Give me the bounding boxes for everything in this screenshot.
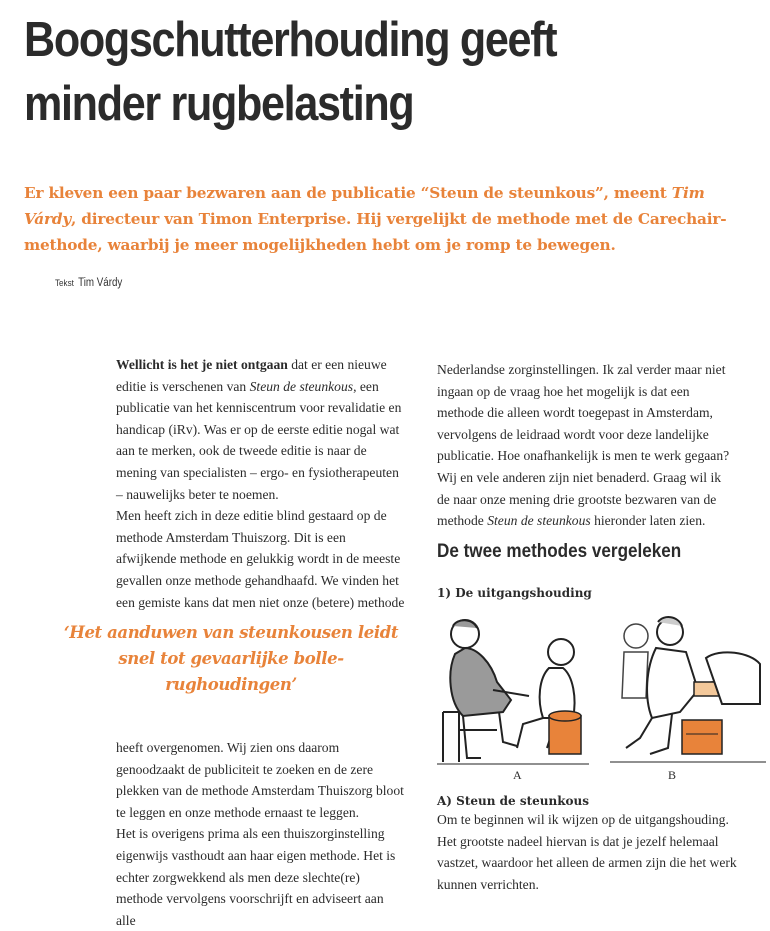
right-para-1-text: Nederlandse zorginstellingen. Ik zal verder maar niet ingaan op de vraag hoe het mogelijk is dat een methode die alleen wordt toegepast in Amsterdam, vervolgens de leidraad wordt voor deze landelijke publicatie. Hoe onafhankelijk is men te werk gegaan? Wij en vele anderen zijn niet benaderd. Graag wil ik de naar onze mening drie grootste bezwaren van de methode <box>437 362 730 529</box>
figure-label-a: A <box>513 768 522 782</box>
intro-text-2: , directeur van Timon Enterprise. Hij vergelijkt de methode met de Carechair-methode, waarbij je meer mogelijkheden hebt om je romp te bewegen. <box>24 210 727 254</box>
pull-quote: ‘Het aanduwen van steunkousen leidt snel tot gevaarlijke bolle-rughoudingen’ <box>63 623 399 694</box>
byline <box>55 277 122 289</box>
right-para-1-end: hieronder laten zien. <box>590 513 706 529</box>
section-heading: De twee methodes vergeleken <box>437 541 682 562</box>
left-para-1-text: dat er een nieuwe editie is verschenen van <box>116 357 387 394</box>
right-para-1 <box>437 359 737 532</box>
subheading-uitgangshouding: 1) De uitgangshouding <box>437 586 592 600</box>
right-para-1-italic: Steun de steunkous <box>487 513 591 529</box>
intro-text-1: Er kleven een paar bezwaren aan de publicatie “Steun de steunkous”, meent <box>24 184 672 202</box>
illustration-caregiver-seated-a <box>437 612 589 768</box>
left-para-2: Men heeft zich in deze editie blind gestaard op de methode Amsterdam Thuiszorg. Dit is een afwijkende methode en gelukkig wordt in de meeste gevallen onze methode gehandhaafd. We vinden het een gemiste kans dat men niet onze (betere) methode <box>116 508 405 610</box>
right-para-2: Om te beginnen wil ik wijzen op de uitgangshouding. Het grootste nadeel hiervan is dat je jezelf helemaal vastzet, waardoor het alleen de armen zijn die het werk kunnen verrichten. <box>437 812 737 892</box>
subheading-steun-de-steunkous: A) Steun de steunkous <box>437 794 590 808</box>
left-column-top <box>116 354 406 613</box>
illustration-caregiver-kneeling-b <box>610 608 766 768</box>
left-para-1-italic: Steun de steunkous <box>249 378 354 394</box>
byline-name: Tim Várdy <box>78 277 123 289</box>
byline-label: Tekst <box>55 278 74 289</box>
lead-in: Wellicht is het je niet ontgaan <box>116 357 288 372</box>
right-column-top <box>437 359 737 532</box>
intro-paragraph <box>24 180 744 258</box>
intro-author: Tim Várdy <box>24 184 705 228</box>
right-column-bottom <box>437 809 737 895</box>
left-para-4: Het is overigens prima als een thuiszorginstelling eigenwijs vasthoudt aan haar eigen methode. Het is echter zorgwekkend als men deze slechte(re) methode vervolgens voorschrijft en adviseert aan alle <box>116 826 396 928</box>
left-column-bottom <box>116 737 406 931</box>
figure-label-b: B <box>668 768 677 782</box>
title-line-1: Boogschutterhouding geeft <box>24 13 557 67</box>
article-title <box>24 8 658 136</box>
left-para-1-end: , een publicatie van het kenniscentrum voor revalidatie en handicap (iRv). Was er op de eerste editie nogal wat aan te merken, ook de tweede editie is naar de mening van specialisten – ergo- en fysiotherapeuten – nauwelijks beter te noemen. <box>116 378 402 502</box>
left-para-3: heeft overgenomen. Wij zien ons daarom genoodzaakt de publiciteit te zoeken en de zere plekken van de methode Amsterdam Thuiszorg bloot te leggen en onze methode ernaast te leggen. <box>116 740 404 820</box>
left-para-1 <box>116 354 406 505</box>
title-line-2: minder rugbelasting <box>24 77 414 131</box>
